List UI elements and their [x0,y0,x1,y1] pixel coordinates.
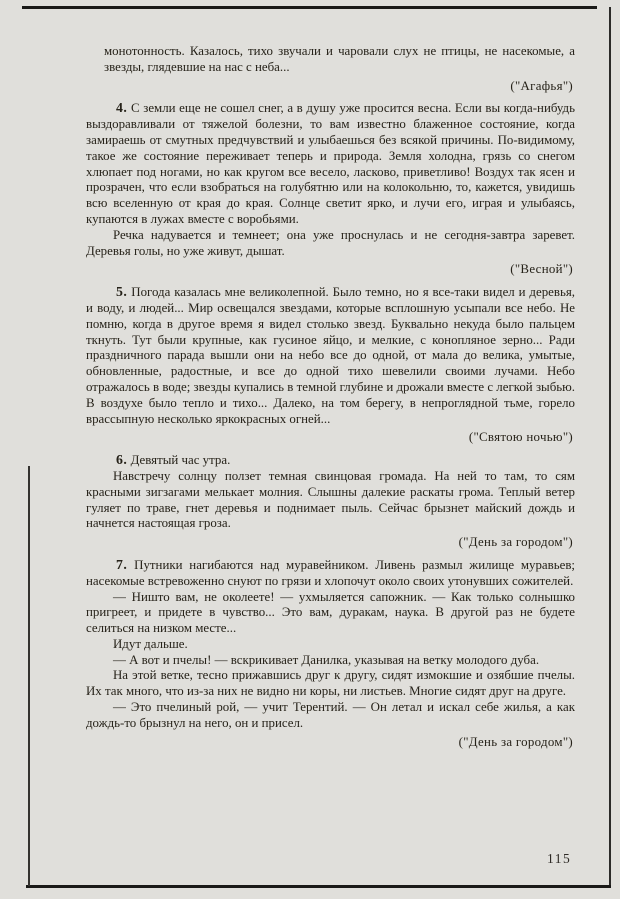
source-attribution: ("Агафья") [510,78,573,93]
dialogue-paragraph: — Это пчелиный рой, — учит Терентий. — Он летал и искал себе жилья, а как дождь-то брызнул на него, он и присел. [86,700,575,730]
passage-text: Путники нагибаются над муравейником. Ливень размыл жилище муравьев; насекомые встревоженно снуют по грязи и хлопочут около своих утонувших сожителей. [86,557,575,588]
text-block [86,44,575,755]
numbered-passage [86,557,575,590]
passage-text: С земли еще не сошел снег, а в душу уже просится весна. Если вы когда-нибудь выздоравливали от тяжелой болезни, то вам известно блаженное состояние, когда замираешь от смутных предчувствий и улыбаешься без всякой причины. По-видимому, такое же состояние переживает теперь и природа. Земля холодна, грязь со снегом хлюпает под ногами, но как кругом все весело, ласково, приветливо! Воздух так ясен и прозрачен, что если взобраться на голубятню или на колокольню, то, кажется, увидишь всю вселенную от края до края. Солнце светит ярко, и лучи его, играя и улыбаясь, купаются в лужах вместе с воробьями. [86,101,575,226]
page-number: 115 [547,851,572,866]
paragraph: Речка надувается и темнеет; она уже проснулась и не сегодня-завтра заревет. Деревья голы, но уже живут, дышат. [86,227,575,258]
numbered-passage [86,100,575,227]
source-attribution: ("Весной") [510,262,573,277]
passage-number: 5. [116,284,128,300]
paragraph: Идут дальше. [113,636,188,651]
paragraph: На этой ветке, тесно прижавшись друг к другу, сидят измокшие и озябшие пчелы. Их так много, что из-за них не видно ни коры, ни листьев. Многие сидят друг на друге. [86,668,575,699]
continuation-paragraph: монотонность. Казалось, тихо звучали и чаровали слух не птицы, не насекомые, а звезды, глядевшие на нас с неба... [104,44,575,74]
passage-number: 6. [116,452,128,468]
passage-text: Девятый час утра. [130,453,231,468]
source-attribution: ("День за городом") [458,734,573,749]
source-attribution: ("День за городом") [458,535,573,550]
scan-border-top [22,6,597,9]
scan-border-left [28,466,30,886]
passage-number: 7. [116,556,128,572]
dialogue-paragraph: — А вот и пчелы! — вскрикивает Данилка, указывая на ветку молодого дуба. [113,652,540,667]
scan-border-right [609,7,611,888]
paragraph: Навстречу солнцу ползет темная свинцовая громада. На ней то там, то сям красными зигзагами мелькает молния. Слышны далекие раскаты грома. Теплый ветер гуляет по траве, гнет деревья и поднимает пыль. Сейчас брызнет майский дождь и начнется настоящая гроза. [86,468,575,531]
scan-border-bottom [26,885,611,888]
passage-text: Погода казалась мне великолепной. Было темно, но я все-таки видел и деревья, и воду, и людей... Мир освещался звездами, которые всплошную усыпали все небо. Не помню, когда в другое время я видел столько звезд. Буквально некуда было пальцем ткнуть. Тут были крупные, как гусиное яйцо, и мелкие, с конопляное зерно... Ради праздничного парада вышли они на небо все до одной, от мала до велика, умытые, обновленные, радостные, и все до одной тихо шевелили своими лучами. Небо отражалось в воде; звезды купались в темной глубине и дрожали вместе с легкой зыбью. В воздухе было тепло и тихо... Далеко, на том берегу, в непроглядной тьме, горело врассыпную несколько яркокрасных огней... [86,285,575,426]
numbered-passage [86,452,575,469]
passage-number: 4. [116,100,128,116]
numbered-passage [86,284,575,427]
source-attribution: ("Святою ночью") [468,430,573,445]
dialogue-paragraph: — Ништо вам, не околеете! — ухмыляется сапожник. — Как только солнышко пригреет, и придете в чувство... Это вам, дуракам, наука. В другой раз не будете селиться на низком месте... [86,589,575,636]
